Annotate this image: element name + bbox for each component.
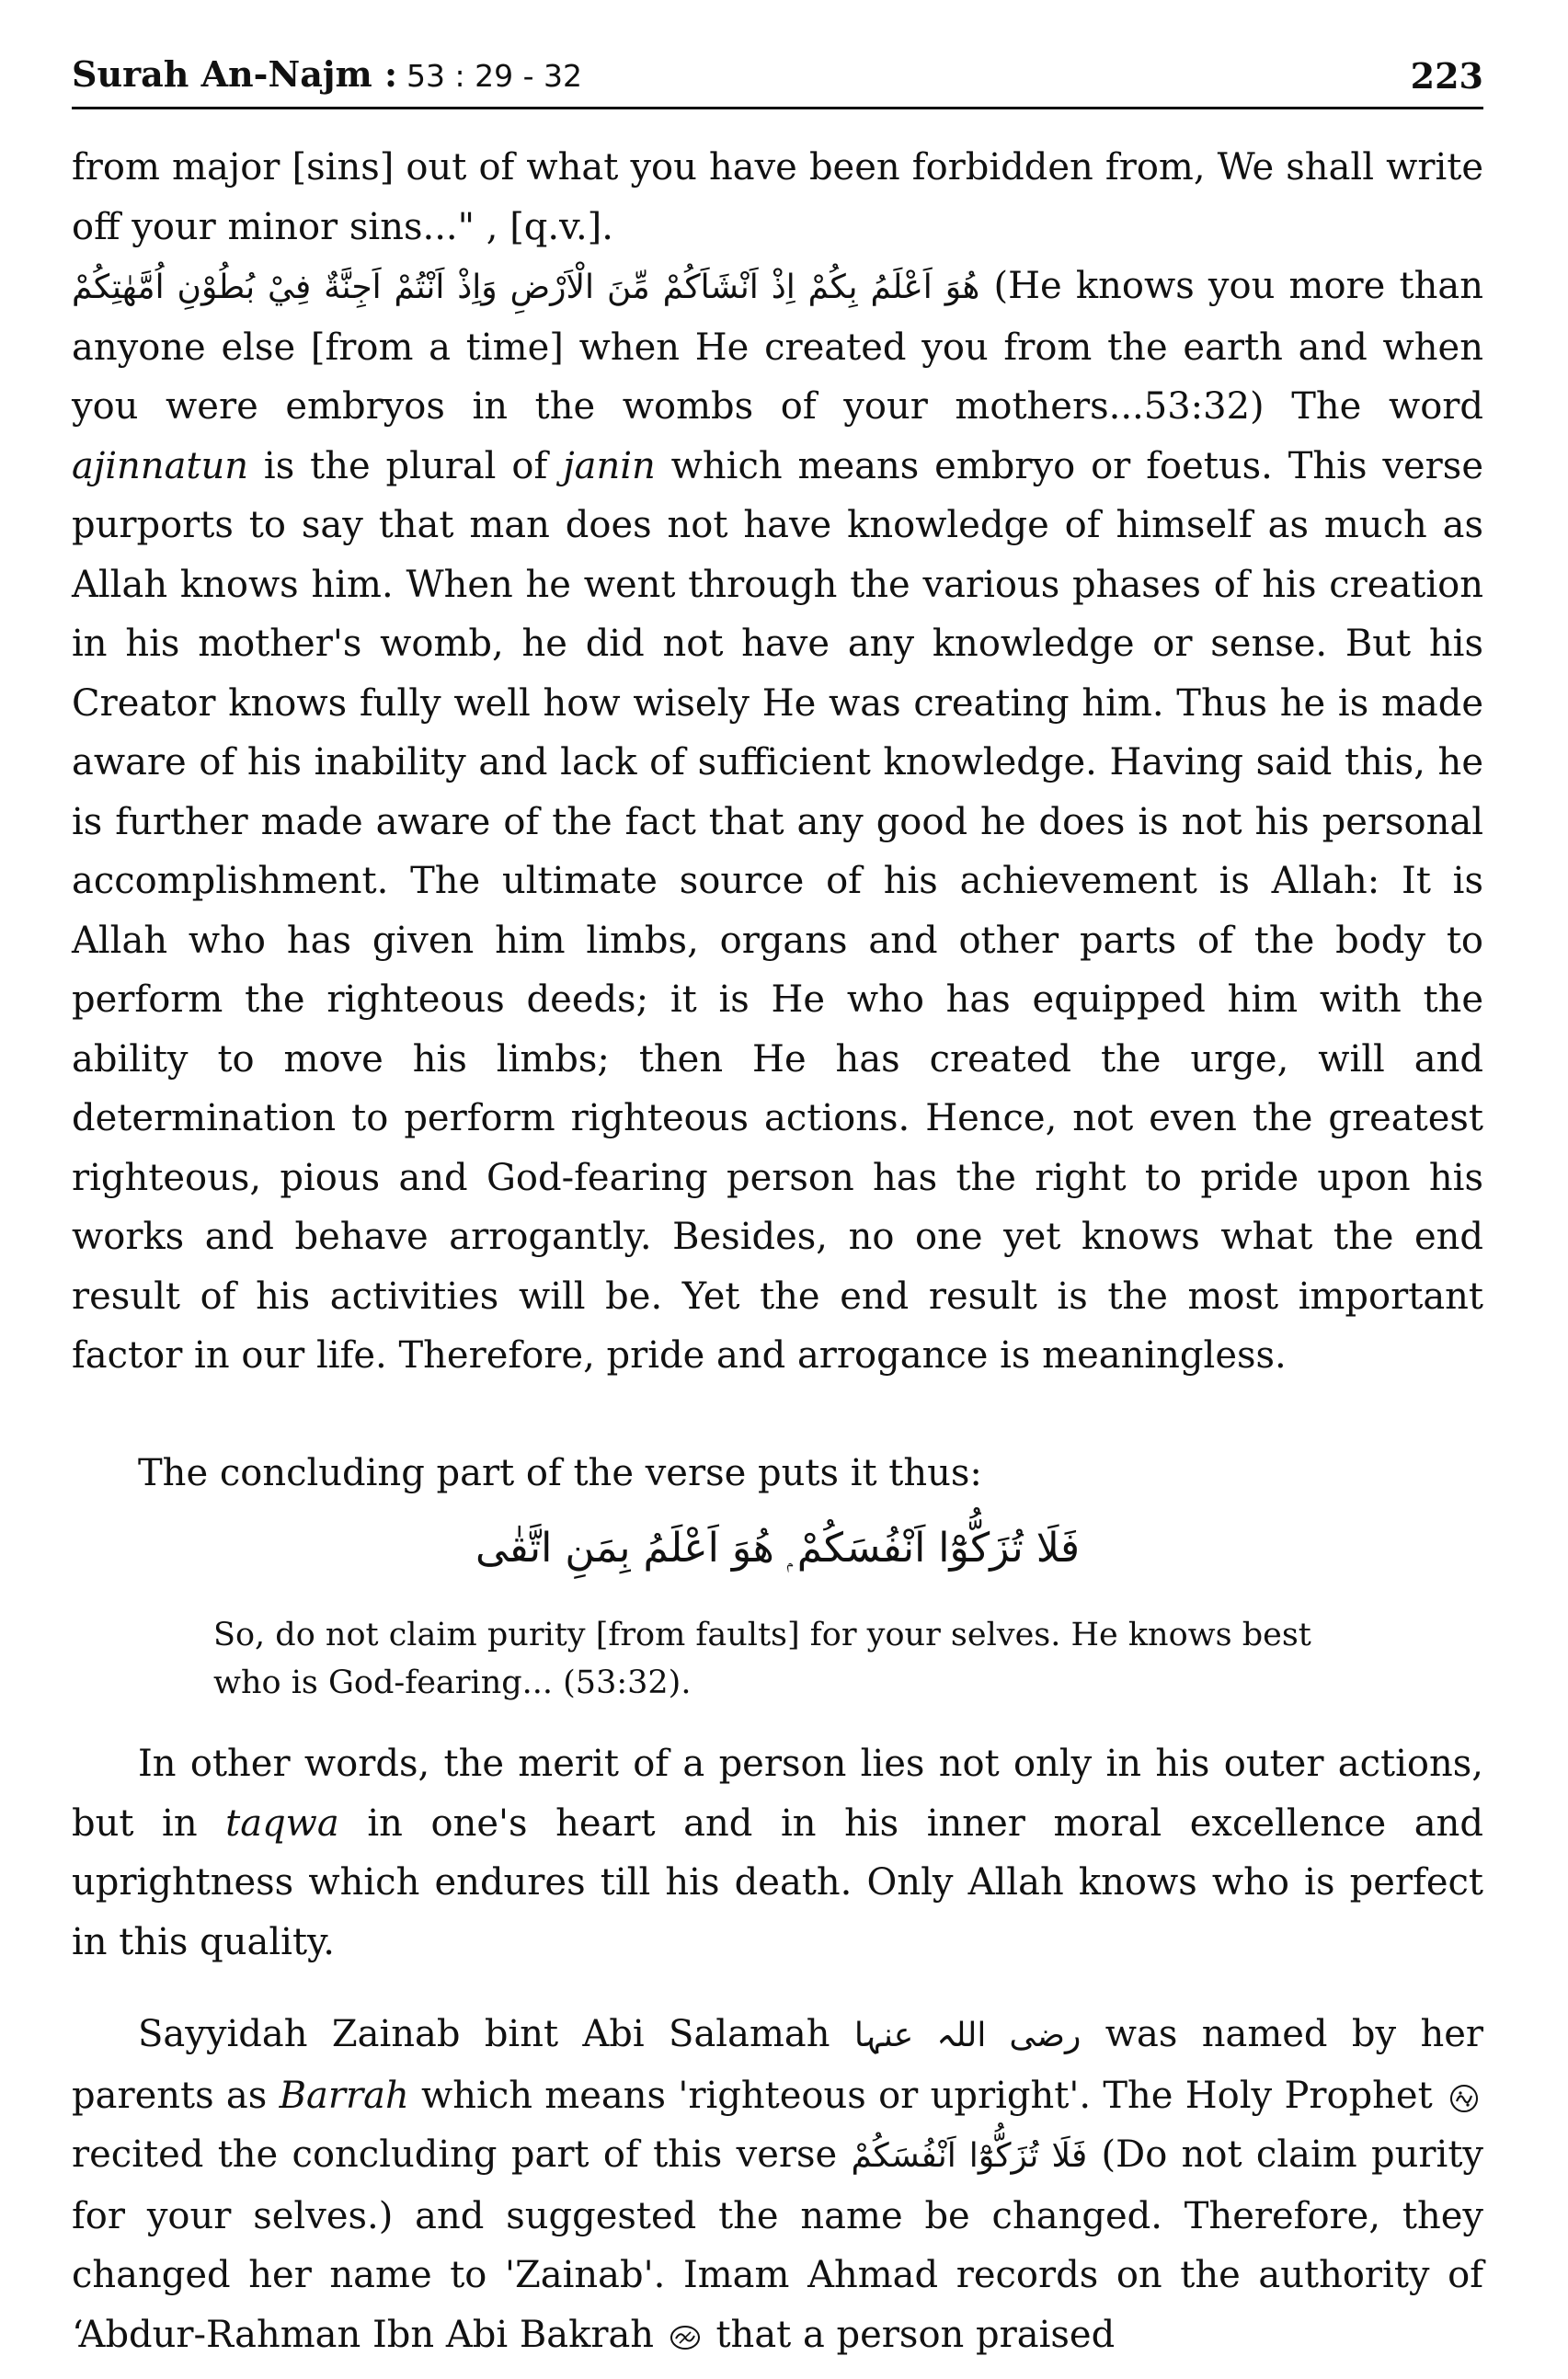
surah-name: Surah An-Najm : (72, 53, 398, 95)
arabic-phrase-inline: فَلَا تُزَكُّوْٓا اَنْفُسَكُمْ (851, 2137, 1088, 2175)
main-text-top (72, 138, 1483, 1386)
ayah-arabic: فَلَا تُزَكُّوْٓا اَنْفُسَكُمْ ۭ هُوَ اَعْلَمُ بِمَنِ اتَّقٰى (475, 1525, 1081, 1572)
paragraph-zainab: Sayyidah Zainab bint Abi Salamah رضی اللہ عنہا was named by her parents as Barrah which means 'righteous or upright'. The Holy Prophet recited the concluding part of this verse فَلَا تُزَكُّوْٓا اَنْفُسَكُمْ (Do not claim purity for your selves.) and suggested the name be changed. Therefore, they changed her name to 'Zainab'. Imam Ahmad records on the authority of ‘Abdur-Rahman Ibn Abi Bakrah that a person praised (72, 2013, 1484, 2356)
paragraph-continuation: from major [sins] out of what you have been forbidden from, We shall write off your minor sins..." , [q.v.]. (72, 146, 1483, 248)
term-janin: janin (563, 444, 656, 487)
ayah-translation: So, do not claim purity [from faults] for your selves. He knows best who is God-fearing... (53:32). (213, 1617, 1311, 1701)
surah-title (72, 53, 582, 95)
paragraph-concluding: The concluding part of the verse puts it thus: (138, 1452, 982, 1494)
paragraph-merit: In other words, the merit of a person lies not only in his outer actions, but in taqwa in one's heart and in his inner moral excellence and uprightness which endures till his death. Only Allah knows who is perfect in this quality. (72, 1743, 1483, 1963)
page-number: 223 (1410, 55, 1483, 97)
arabic-verse-inline: هُوَ اَعْلَمُ بِكُمْ اِذْ اَنْشَاَكُمْ مِّنَ الْاَرْضِ وَاِذْ اَنْتُمْ اَجِنَّةٌ فِيْ بُطُوْنِ اُمَّهٰتِكُمْ (72, 269, 980, 306)
term-barrah: Barrah (279, 2074, 409, 2117)
arabic-honorific: رضی اللہ عنہا (853, 2017, 1082, 2054)
verse-reference: 53 : 29 - 32 (406, 58, 582, 94)
companion-honorific-glyph-icon (670, 2322, 701, 2353)
salutation-glyph-icon (1448, 2083, 1480, 2114)
running-header (72, 48, 1483, 109)
term-taqwa: taqwa (225, 1801, 339, 1845)
paragraph-ajinnatun: هُوَ اَعْلَمُ بِكُمْ اِذْ اَنْشَاَكُمْ مِّنَ الْاَرْضِ وَاِذْ اَنْتُمْ اَجِنَّةٌ فِيْ بُطُوْنِ اُمَّهٰتِكُمْ (He knows you more than anyone else [from a time] when He created you from the earth and when you were embryos in the wombs of your mothers...53:32) The word ajinnatun is the plural of janin which means embryo or foetus. This verse purports to say that man does not have knowledge of himself as much as Allah knows him. When he went through the various phases of his creation in his mother's womb, he did not have any knowledge or sense. But his Creator knows fully well how wisely He was creating him. Thus he is made aware of his inability and lack of sufficient knowledge. Having said this, he is further made aware of the fact that any good he does is not his personal accomplishment. The ultimate source of his achievement is Allah: It is Allah who has given him limbs, organs and other parts of the body to perform the righteous deeds; it is He who has equipped him with the ability to move his limbs; then He has created the urge, will and determination to perform righteous actions. Hence, not even the greatest righteous, pious and God-fearing person has the right to pride upon his works and behave arrogantly. Besides, no one yet knows what the end result of his activities will be. Yet the end result is the most important factor in our life. Therefore, pride and arrogance is meaningless. (72, 265, 1483, 1377)
term-ajinnatun: ajinnatun (72, 444, 249, 487)
